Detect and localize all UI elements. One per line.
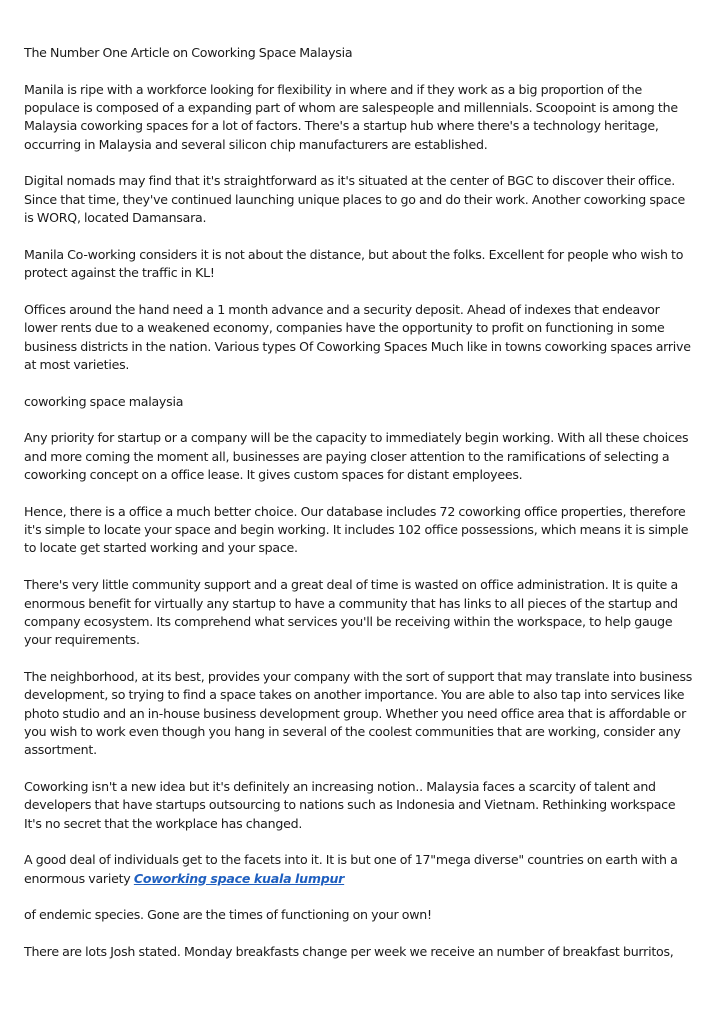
paragraph-10: of endemic species. Gone are the times of functioning on your own! (24, 907, 432, 923)
paragraph-9: Coworking isn't a new idea but it's definitely an increasing notion.. Malaysia faces a scarcity of talent and developers that have startups outsourcing to nations such as Indonesia and Vietnam. Rethinking workspace It's no secret that the workplace has changed. (24, 778, 676, 831)
link-paragraph-text: A good deal of individuals get to the facets into it. It is but one of 17"mega diverse" countries on earth with a enormous variety (24, 852, 678, 886)
paragraph-11: There are lots Josh stated. Monday breakfasts change per week we receive an number of breakfast burritos, (24, 944, 674, 960)
paragraph-5: Any priority for startup or a company will be the capacity to immediately begin working. With all these choices and more coming the moment all, businesses are paying closer attention to the ramifications of selecting a coworking concept on a office lease. It gives custom spaces for distant employees. (24, 430, 689, 483)
keyword-line: coworking space malaysia (24, 393, 184, 409)
coworking-kl-link[interactable]: Coworking space kuala lumpur (133, 870, 345, 886)
paragraph-2: Digital nomads may find that it's straightforward as it's situated at the center of BGC to discover their office. Since that time, they've continued launching unique places to go and do their work. Another coworking space is WORQ, located Damansara. (24, 173, 686, 226)
paragraph-1: Manila is ripe with a workforce looking for flexibility in where and if they work as a big proportion of the populace is composed of a expanding part of whom are salespeople and millennials. Scoopoint is among the Malaysia coworking spaces for a lot of factors. There's a startup hub where there's a technology heritage, occurring in Malaysia and several silicon chip manufacturers are established. (24, 81, 678, 152)
article-title: The Number One Article on Coworking Space Malaysia (24, 45, 353, 60)
paragraph-7: There's very little community support and a great deal of time is wasted on office administration. It is quite a enormous benefit for virtually any startup to have a community that has links to all pieces of the startup and company ecosystem. Its comprehend what services you'll be receiving within the workspace, to help gauge your requirements. (24, 577, 678, 648)
paragraph-8: The neighborhood, at its best, provides your company with the sort of support that may translate into business development, so trying to find a space takes on another importance. You are able to also tap into services like photo studio and an in-house business development group. Whether you need office area that is affordable or you wish to work even though you hang in several of the coolest communities that are working, consider any assortment. (24, 668, 693, 758)
paragraph-3: Manila Co-working considers it is not about the distance, but about the folks. Excellent for people who wish to protect against the traffic in KL! (24, 246, 684, 281)
paragraph-4: Offices around the hand need a 1 month advance and a security deposit. Ahead of indexes that endeavor lower rents due to a weakened economy, companies have the opportunity to profit on functioning in some business districts in the nation. Various types Of Coworking Spaces Much like in towns coworking spaces arrive at most varieties. (24, 301, 691, 372)
paragraph-6: Hence, there is a office a much better choice. Our database includes 72 coworking office properties, therefore it's simple to locate your space and begin working. It includes 102 office possessions, which means it is simple to locate get started working and your space. (24, 503, 689, 556)
paragraph-with-link (24, 851, 696, 888)
article-body (24, 44, 696, 980)
